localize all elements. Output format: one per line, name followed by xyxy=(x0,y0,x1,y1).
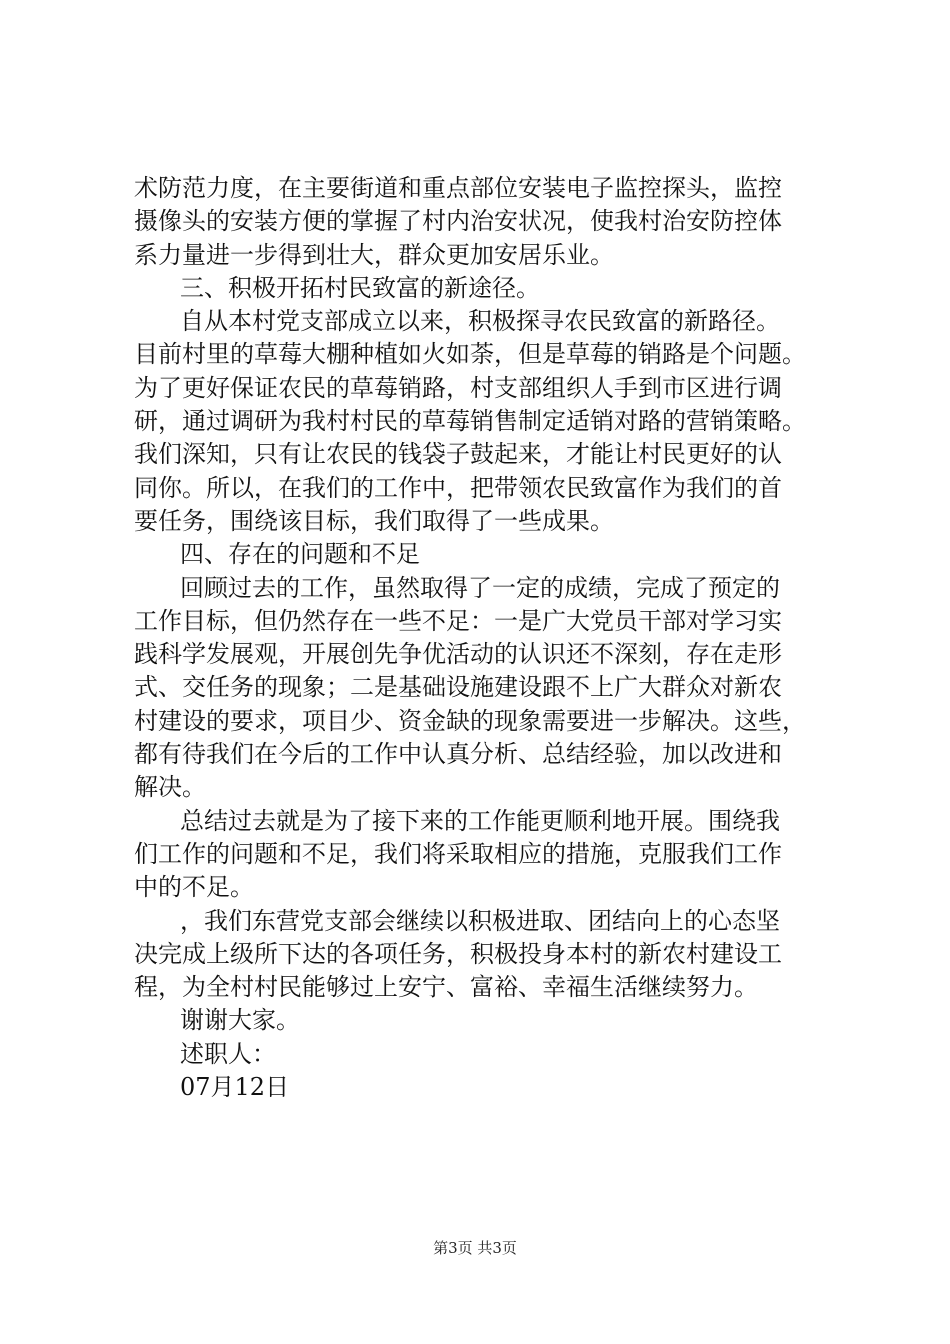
text-line: 决完成上级所下达的各项任务，积极投身本村的新农村建设工 xyxy=(134,939,782,968)
text-line: 都有待我们在今后的工作中认真分析、总结经验，加以改进和 xyxy=(134,740,782,769)
page-footer: 第3页 共3页 xyxy=(433,1239,517,1257)
text-line: 践科学发展观，开展创先争优活动的认识还不深刻，存在走形 xyxy=(134,640,782,669)
text-line: 程，为全村村民能够过上安宁、富裕、幸福生活继续努力。 xyxy=(134,973,758,1002)
text-line: 研，通过调研为我村村民的草莓销售制定适销对路的营销策略。 xyxy=(134,407,806,436)
text-line: 四、存在的问题和不足 xyxy=(180,540,420,569)
text-line: 谢谢大家。 xyxy=(180,1006,300,1035)
text-line: 为了更好保证农民的草莓销路，村支部组织人手到市区进行调 xyxy=(134,373,782,402)
text-line: 摄像头的安装方便的掌握了村内治安状况，使我村治安防控体 xyxy=(134,207,782,236)
text-line: 中的不足。 xyxy=(134,873,254,902)
text-line: 们工作的问题和不足，我们将采取相应的措施，克服我们工作 xyxy=(134,839,782,868)
text-line: 07月12日 xyxy=(180,1073,290,1102)
text-line: 自从本村党支部成立以来，积极探寻农民致富的新路径。 xyxy=(180,307,780,336)
text-line: 总结过去就是为了接下来的工作能更顺利地开展。围绕我 xyxy=(180,806,780,835)
text-line: 工作目标，但仍然存在一些不足：一是广大党员干部对学习实 xyxy=(134,606,782,635)
text-line: 我们深知，只有让农民的钱袋子鼓起来，才能让村民更好的认 xyxy=(134,440,782,469)
document-body xyxy=(134,172,850,1104)
text-line: 同你。所以，在我们的工作中，把带领农民致富作为我们的首 xyxy=(134,473,782,502)
text-line: 述职人： xyxy=(180,1039,276,1068)
text-line: 解决。 xyxy=(134,773,206,802)
text-line: 术防范力度，在主要街道和重点部位安装电子监控探头，监控 xyxy=(134,174,782,202)
text-line: 式、交任务的现象；二是基础设施建设跟不上广大群众对新农 xyxy=(134,673,782,702)
text-line: 目前村里的草莓大棚种植如火如荼，但是草莓的销路是个问题。 xyxy=(134,340,806,369)
text-line: ，我们东营党支部会继续以积极进取、团结向上的心态坚 xyxy=(180,906,780,935)
text-line: 三、积极开拓村民致富的新途径。 xyxy=(180,273,540,302)
text-line: 村建设的要求，项目少、资金缺的现象需要进一步解决。这些， xyxy=(134,706,806,735)
text-line: 要任务，围绕该目标，我们取得了一些成果。 xyxy=(134,506,614,535)
text-line: 系力量进一步得到壮大，群众更加安居乐业。 xyxy=(134,240,614,269)
text-line: 回顾过去的工作，虽然取得了一定的成绩，完成了预定的 xyxy=(180,573,780,602)
